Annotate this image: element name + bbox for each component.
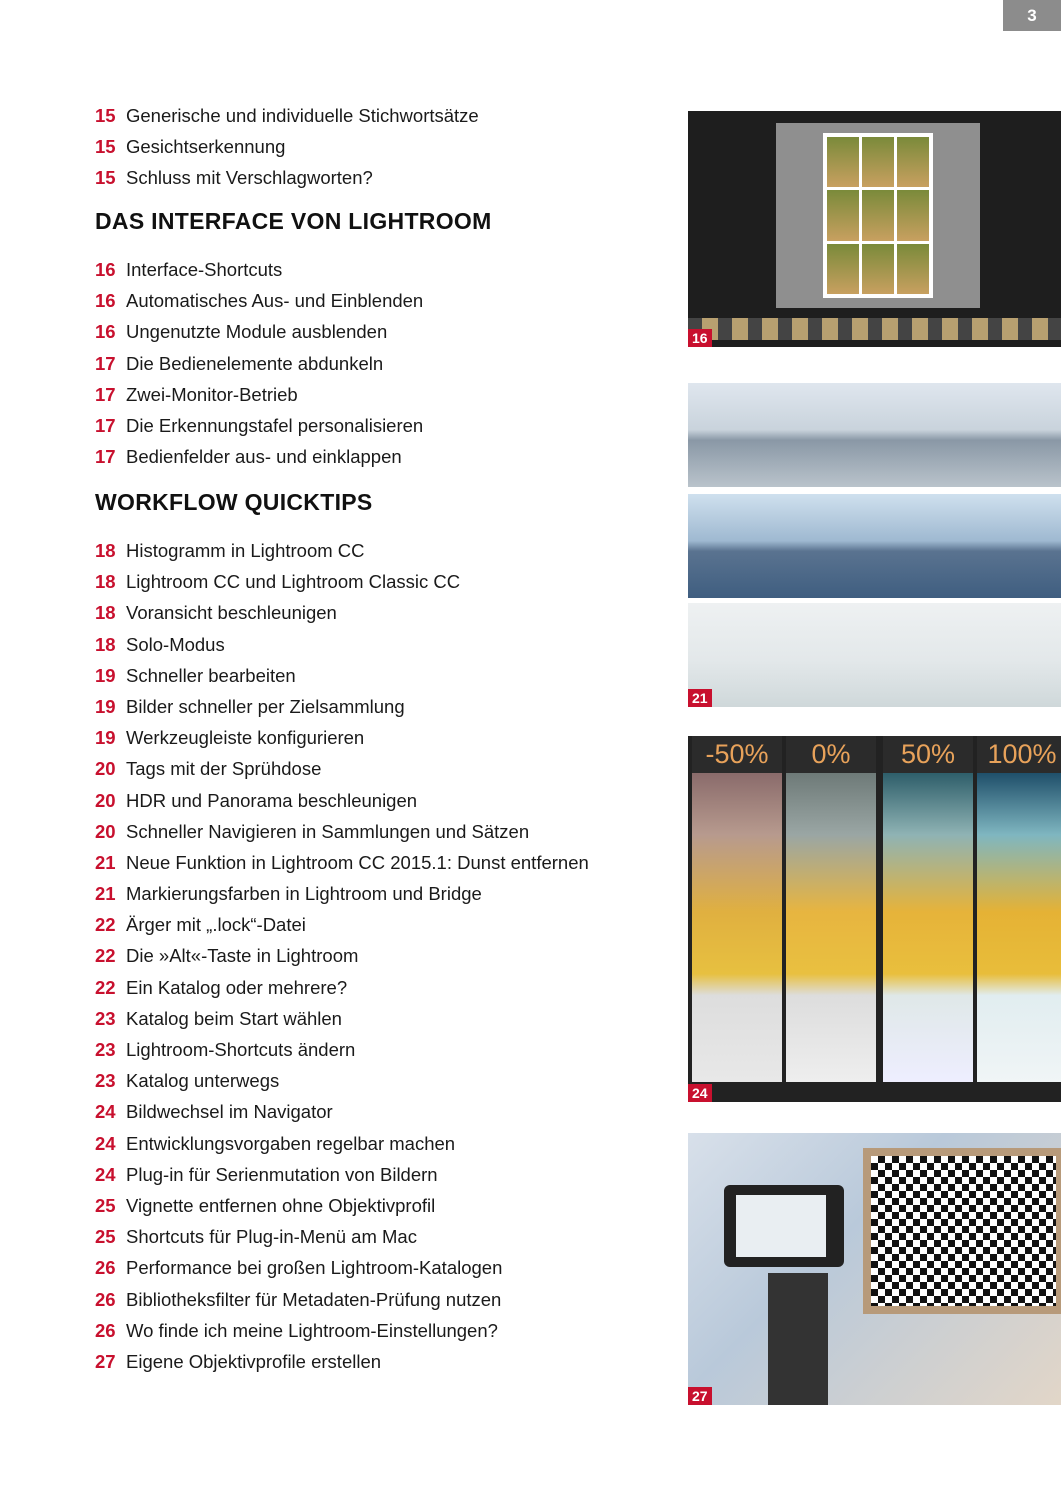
- toc-entry-title: Eigene Objektivprofile erstellen: [126, 1350, 382, 1372]
- toc-page-number: 24: [95, 1163, 116, 1185]
- toc-entry-title: Vignette entfernen ohne Objektivprofil: [126, 1194, 436, 1216]
- toc-entry: [95, 1003, 589, 1034]
- toc-entry-title: Bildwechsel im Navigator: [126, 1101, 333, 1123]
- toc-entry-title: Neue Funktion in Lightroom CC 2015.1: Dunst entfernen: [126, 851, 589, 873]
- toc-entry-title: Die »Alt«-Taste in Lightroom: [126, 945, 359, 967]
- toc-entry-title: Schneller Navigieren in Sammlungen und Sätzen: [126, 820, 530, 842]
- toc-page-number: 21: [95, 883, 116, 905]
- toc-entry-title: Solo-Modus: [126, 633, 225, 655]
- toc-page-number: 19: [95, 727, 116, 749]
- toc-entry: [95, 722, 589, 753]
- toc-entry-title: Ärger mit „.lock“-Datei: [126, 914, 306, 936]
- toc-section-workflow: [95, 487, 589, 1377]
- toc-page-number: 18: [95, 602, 116, 624]
- toc-entry-title: Zwei-Monitor-Betrieb: [126, 383, 298, 405]
- toc-entry: [95, 816, 589, 847]
- toc-entry: [95, 629, 589, 660]
- lake-image-original: [688, 383, 1061, 487]
- toc-page-number: 20: [95, 789, 116, 811]
- toc-entry: [95, 316, 492, 347]
- toc-page-number: 19: [95, 695, 116, 717]
- toc-entry-title: Shortcuts für Plug-in-Menü am Mac: [126, 1226, 417, 1248]
- toc-section-interface: [95, 206, 492, 472]
- toc-entry-title: Voransicht beschleunigen: [126, 602, 337, 624]
- toc-entry: [95, 1346, 589, 1377]
- toc-entry: [95, 348, 492, 379]
- toc-entry: [95, 1284, 589, 1315]
- toc-section-1: [95, 100, 479, 194]
- toc-page-number: 23: [95, 1007, 116, 1029]
- toc-entry: [95, 940, 589, 971]
- toc-entry-title: Ungenutzte Module ausblenden: [126, 321, 388, 343]
- toc-entry: [95, 131, 479, 162]
- toc-entry-title: Schneller bearbeiten: [126, 664, 296, 686]
- toc-entry-title: Entwicklungsvorgaben regelbar machen: [126, 1132, 456, 1154]
- toc-entry-title: Tags mit der Sprühdose: [126, 758, 322, 780]
- toc-page-number: 26: [95, 1319, 116, 1341]
- toc-entry: [95, 566, 589, 597]
- page-number: 3: [1003, 0, 1061, 31]
- toc-entry-title: Interface-Shortcuts: [126, 259, 283, 280]
- toc-page-number: 15: [95, 105, 116, 126]
- toc-page-number: 16: [95, 259, 116, 280]
- toc-entry: [95, 1315, 589, 1346]
- toc-entry: [95, 660, 589, 691]
- toc-entry: [95, 285, 492, 316]
- toc-entry: [95, 100, 479, 131]
- toc-page-number: 16: [95, 321, 116, 343]
- toc-entry: [95, 847, 589, 878]
- toc-entry-title: Bedienfelder aus- und einklappen: [126, 446, 402, 468]
- toc-entry: [95, 1034, 589, 1065]
- camera-lens-profile-image: [688, 1133, 1061, 1405]
- toc-entry-title: Die Erkennungstafel personalisieren: [126, 414, 424, 436]
- toc-page-number: 22: [95, 976, 116, 998]
- toc-entry-title: Plug-in für Serienmutation von Bildern: [126, 1163, 438, 1185]
- toc-page-number: 17: [95, 383, 116, 405]
- toc-entry-title: Katalog unterwegs: [126, 1070, 280, 1092]
- toc-page-number: 17: [95, 446, 116, 468]
- toc-entry-title: Werkzeugleiste konfigurieren: [126, 727, 365, 749]
- lake-image-dehazed: [688, 494, 1061, 598]
- toc-page-number: 22: [95, 914, 116, 936]
- toc-entry: [95, 878, 589, 909]
- toc-entry: [95, 909, 589, 940]
- comparison-label: 0%: [786, 736, 876, 773]
- toc-page-number: 22: [95, 945, 116, 967]
- lightroom-screenshot-image: [688, 111, 1061, 347]
- toc-entry-title: Wo finde ich meine Lightroom-Einstellungen?: [126, 1319, 498, 1341]
- toc-entry-title: Lightroom CC und Lightroom Classic CC: [126, 571, 461, 593]
- page-badge: 24: [688, 1084, 712, 1102]
- toc-entry: [95, 441, 492, 472]
- toc-page-number: 20: [95, 820, 116, 842]
- toc-page-number: 15: [95, 167, 116, 189]
- toc-entry: [95, 1128, 589, 1159]
- toc-entry-title: Bilder schneller per Zielsammlung: [126, 695, 405, 717]
- page-badge: 16: [688, 329, 712, 347]
- toc-entry: [95, 691, 589, 722]
- toc-entry: [95, 1065, 589, 1096]
- toc-page-number: 25: [95, 1194, 116, 1216]
- toc-page-number: 18: [95, 633, 116, 655]
- toc-page-number: 23: [95, 1070, 116, 1092]
- toc-entry: [95, 753, 589, 784]
- toc-entry-title: Gesichtserkennung: [126, 136, 286, 158]
- toc-entry: [95, 162, 479, 193]
- toc-page-number: 27: [95, 1350, 116, 1372]
- toc-page-number: 23: [95, 1039, 116, 1060]
- toc-entry: [95, 1252, 589, 1283]
- comparison-label: -50%: [692, 736, 782, 773]
- toc-page-number: 20: [95, 758, 116, 780]
- toc-entry: [95, 535, 589, 566]
- section-heading: DAS INTERFACE VON LIGHTROOM: [95, 208, 492, 234]
- toc-entry-title: Markierungsfarben in Lightroom und Bridge: [126, 883, 482, 905]
- comparison-label: 100%: [977, 736, 1061, 773]
- toc-entry: [95, 1096, 589, 1127]
- toc-entry-title: Automatisches Aus- und Einblenden: [126, 290, 424, 312]
- toc-entry-title: HDR und Panorama beschleunigen: [126, 789, 418, 811]
- toc-entry-title: Die Bedienelemente abdunkeln: [126, 352, 384, 374]
- page-badge: 21: [688, 689, 712, 707]
- toc-page-number: 24: [95, 1132, 116, 1154]
- lake-image-hazy: [688, 603, 1061, 707]
- toc-page-number: 19: [95, 664, 116, 686]
- toc-page-number: 24: [95, 1101, 116, 1123]
- section-heading: WORKFLOW QUICKTIPS: [95, 489, 373, 515]
- toc-entry-title: Performance bei großen Lightroom-Katalogen: [126, 1257, 503, 1279]
- toc-page-number: 16: [95, 290, 116, 312]
- page-badge: 27: [688, 1387, 712, 1405]
- toc-page-number: 15: [95, 136, 116, 158]
- toc-page-number: 18: [95, 540, 116, 561]
- toc-entry-title: Histogramm in Lightroom CC: [126, 540, 365, 561]
- toc-entry: [95, 785, 589, 816]
- toc-entry-title: Bibliotheksfilter für Metadaten-Prüfung nutzen: [126, 1288, 502, 1310]
- toc-page-number: 26: [95, 1257, 116, 1279]
- comparison-label: 50%: [883, 736, 973, 773]
- toc-entry: [95, 1221, 589, 1252]
- toc-entry: [95, 972, 589, 1003]
- toc-entry: [95, 597, 589, 628]
- toc-entry-title: Katalog beim Start wählen: [126, 1007, 342, 1029]
- toc-entry-title: Schluss mit Verschlagworten?: [126, 167, 373, 189]
- toc-entry: [95, 1159, 589, 1190]
- bus-comparison-image: [688, 736, 1061, 1102]
- toc-entry: [95, 1190, 589, 1221]
- toc-page-number: 17: [95, 414, 116, 436]
- toc-entry: [95, 254, 492, 285]
- toc-page-number: 18: [95, 571, 116, 593]
- toc-entry: [95, 410, 492, 441]
- toc-page-number: 17: [95, 352, 116, 374]
- toc-page-number: 25: [95, 1226, 116, 1248]
- toc-entry-title: Lightroom-Shortcuts ändern: [126, 1039, 356, 1060]
- toc-entry: [95, 379, 492, 410]
- toc-page-number: 26: [95, 1288, 116, 1310]
- toc-entry-title: Generische und individuelle Stichwortsätze: [126, 105, 479, 126]
- toc-page-number: 21: [95, 851, 116, 873]
- toc-entry-title: Ein Katalog oder mehrere?: [126, 976, 348, 998]
